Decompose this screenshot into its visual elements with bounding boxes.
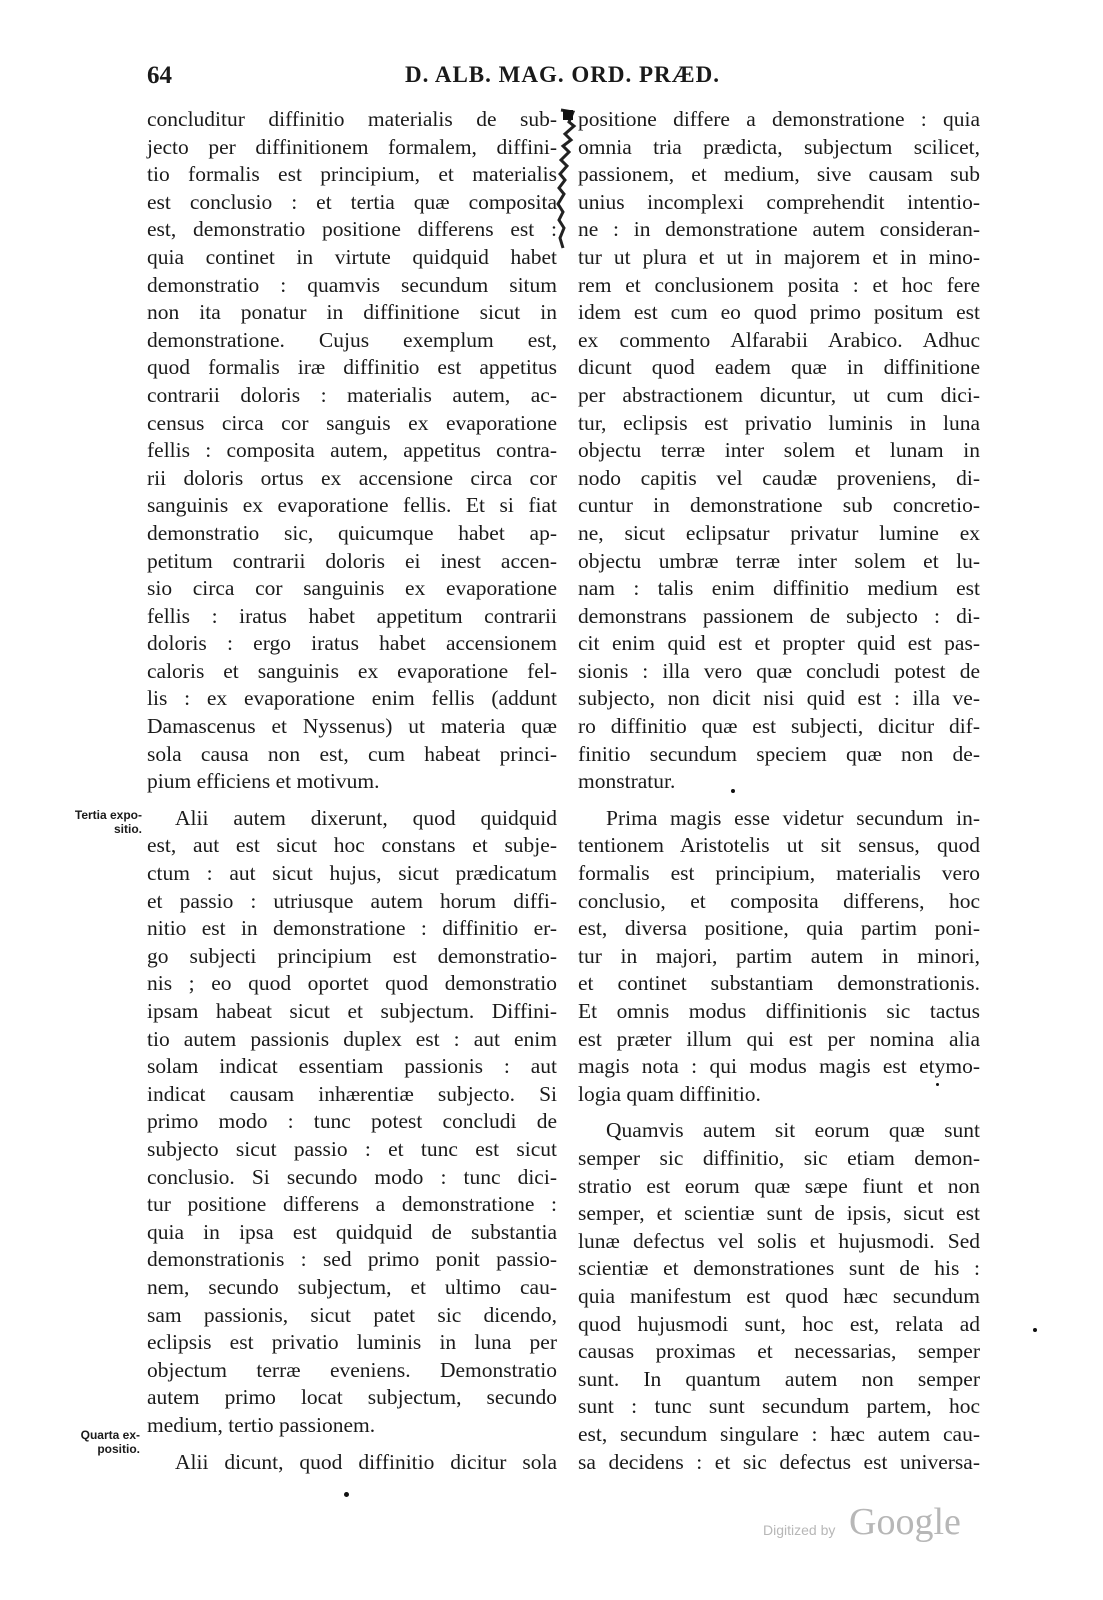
text-line: semper, et scientiæ sunt de ipsis, sicut est <box>578 1201 980 1226</box>
text-line: pium efficiens et motivum. <box>147 769 380 794</box>
paragraph-gap <box>147 796 557 805</box>
text-line: sanguinis ex evaporatione fellis. Et si fiat <box>147 493 557 518</box>
text-line: scientiæ et demonstrationes sunt de his : <box>578 1256 980 1281</box>
text-line: ex commento Alfarabii Arabico. Adhuc <box>578 327 980 352</box>
print-speck <box>936 1083 939 1086</box>
print-speck <box>1033 1328 1037 1332</box>
text-line: demonstratio sic, quicumque habet ap- <box>147 520 557 545</box>
text-line: sunt. In quantum autem non semper <box>578 1366 980 1391</box>
page-number: 64 <box>147 62 172 89</box>
running-title: D. ALB. MAG. ORD. PRÆD. <box>405 62 720 87</box>
text-line: concluditur diffinitio materialis de sub- <box>147 107 557 131</box>
text-line: rem et conclusionem posita : et hoc fere <box>578 272 980 297</box>
text-line: sa decidens : et sic defectus est universa- <box>578 1449 980 1474</box>
text-line: monstratur. <box>578 769 676 794</box>
ink-blot-gutter <box>555 108 577 258</box>
text-line: tur, eclipsis est privatio luminis in luna <box>578 410 980 435</box>
text-line: unius incomplexi comprehendit intentio- <box>578 189 980 214</box>
text-line: quia continet in virtute quidquid habet <box>147 244 557 269</box>
text-line: quia manifestum est quod hæc secundum <box>578 1283 980 1308</box>
text-line: objectum terræ eveniens. Demonstratio <box>147 1357 557 1382</box>
text-line: est, aut est sicut hoc constans et subje- <box>147 833 557 858</box>
text-line: medium, tertio passionem. <box>147 1412 376 1437</box>
text-line: sio circa cor sanguinis ex evaporatione <box>147 576 557 601</box>
text-line: petitum contrarii doloris ei inest accen- <box>147 548 557 573</box>
text-line: jecto per diffinitionem formalem, diffini- <box>147 134 557 159</box>
text-line: tio autem passionis duplex est : aut enim <box>147 1026 557 1051</box>
running-header <box>0 62 1103 92</box>
right-text-column <box>578 106 980 1476</box>
text-line: tur positione differens a demonstratione : <box>147 1192 557 1217</box>
margin-note-line: Tertia expo- <box>74 808 142 822</box>
text-line: nodo capitis vel caudæ proveniens, di- <box>578 465 980 490</box>
text-line: quia in ipsa est quidquid de substantia <box>147 1219 557 1244</box>
text-line: quod formalis iræ diffinitio est appetitus <box>147 355 557 380</box>
paragraph-gap <box>578 1108 980 1117</box>
text-line: est præter illum qui est per nomina alia <box>578 1026 980 1051</box>
digitized-watermark <box>763 1500 983 1550</box>
text-line: idem est cum eo quod primo positum est <box>578 300 980 325</box>
text-line: Et omnis modus diffinitionis sic tactus <box>578 999 980 1023</box>
text-line: non ita ponatur in diffinitione sicut in <box>147 300 557 325</box>
text-line: go subjecti principium est demonstratio- <box>147 943 557 968</box>
text-line: nem, secundo subjectum, et ultimo cau- <box>147 1274 557 1299</box>
margin-note-quarta <box>50 1428 140 1456</box>
text-line: nis ; eo quod oportet quod demonstratio <box>147 971 557 996</box>
text-line: ipsam habeat sicut et subjectum. Diffini- <box>147 999 557 1023</box>
text-line: Alii autem dixerunt, quod quidquid <box>175 805 557 830</box>
text-line: lis : ex evaporatione enim fellis (addunt <box>147 686 557 711</box>
text-line: doloris : ergo iratus habet accensionem <box>147 631 557 656</box>
text-line: Prima magis esse videtur secundum in- <box>606 805 980 830</box>
text-line: dicunt quod eadem quæ in diffinitione <box>578 355 980 380</box>
text-line: Alii dicunt, quod diffinitio dicitur sola <box>175 1449 557 1474</box>
text-line: nam : talis enim diffinitio medium est <box>578 576 980 601</box>
text-line: objectu umbræ terræ inter solem et lu- <box>578 548 980 573</box>
margin-note-tertia <box>52 808 142 836</box>
text-line: et continet substantiam demonstrationis. <box>578 971 980 996</box>
left-text-column <box>147 106 557 1476</box>
text-line: eclipsis est privatio luminis in luna per <box>147 1330 557 1355</box>
paragraph-gap <box>578 796 980 805</box>
text-line: semper sic diffinitio, sic etiam demon- <box>578 1145 980 1170</box>
text-line: passionem, et medium, sive causam sub <box>578 162 980 187</box>
google-logo: Google <box>849 1501 961 1543</box>
print-speck <box>731 789 735 793</box>
text-line: conclusio, et composita differens, hoc <box>578 888 980 913</box>
text-line: Quamvis autem sit eorum quæ sunt <box>606 1118 980 1143</box>
text-line: demonstratio : quamvis secundum situm <box>147 272 557 297</box>
margin-note-line: positio. <box>97 1442 140 1456</box>
text-line: tur in majori, partim autem in minori, <box>578 943 980 968</box>
text-line: census circa cor sanguis ex evaporatione <box>147 410 557 435</box>
text-line: contrarii doloris : materialis autem, ac- <box>147 382 557 407</box>
text-line: indicat causam inhærentiæ subjecto. Si <box>147 1081 557 1106</box>
text-line: ctum : aut sicut hujus, sicut prædicatum <box>147 861 557 886</box>
text-line: rii doloris ortus ex accensione circa cor <box>147 465 557 490</box>
print-speck <box>344 1492 349 1497</box>
margin-note-line: sitio. <box>113 822 142 836</box>
margin-note-line: Quarta ex- <box>80 1428 140 1442</box>
text-line: demonstratione. Cujus exemplum est, <box>147 327 557 352</box>
text-line: Damascenus et Nyssenus) ut materia quæ <box>147 714 557 739</box>
text-line: cit enim quid est et propter quid est pas- <box>578 631 980 656</box>
text-line: ro diffinitio quæ est subjecti, dicitur dif- <box>578 714 980 739</box>
text-line: magis nota : qui modus magis est etymo- <box>578 1054 980 1079</box>
text-line: causas proximas et necessarias, semper <box>578 1339 980 1364</box>
text-line: quod hujusmodi sunt, hoc est, relata ad <box>578 1311 980 1336</box>
digitized-by-text: Digitized by <box>763 1522 836 1538</box>
text-line: demonstrans passionem de subjecto : di- <box>578 603 980 628</box>
text-line: nitio est in demonstratione : diffinitio er- <box>147 916 557 941</box>
text-line: est, secundum singulare : hæc autem cau- <box>578 1421 980 1446</box>
text-line: subjecto sicut passio : et tunc est sicut <box>147 1136 557 1161</box>
text-line: solam indicat essentiam passionis : aut <box>147 1054 557 1079</box>
text-line: omnia tria prædicta, subjectum scilicet, <box>578 134 980 159</box>
text-line: ne, sicut eclipsatur privatur lumine ex <box>578 520 980 545</box>
text-line: est, diversa positione, quia partim poni- <box>578 916 980 941</box>
text-line: logia quam diffinitio. <box>578 1081 761 1106</box>
text-line: objectu terræ inter solem et lunam in <box>578 438 980 463</box>
text-line: est, demonstratio positione differens est : <box>147 217 557 242</box>
text-line: formalis est principium, materialis vero <box>578 861 980 886</box>
text-line: subjecto, non dicit nisi quid est : illa ve- <box>578 686 980 711</box>
text-line: stratio est eorum quæ sæpe fiunt et non <box>578 1173 980 1198</box>
text-line: tur ut plura et ut in majorem et in mino- <box>578 244 980 269</box>
text-line: sam passionis, sicut patet sic dicendo, <box>147 1302 557 1327</box>
text-line: fellis : composita autem, appetitus contra- <box>147 438 557 463</box>
text-line: cuntur in demonstratione sub concretio- <box>578 493 980 518</box>
text-line: fellis : iratus habet appetitum contrarii <box>147 603 557 628</box>
text-line: est conclusio : et tertia quæ composita <box>147 189 557 214</box>
text-line: tentionem Aristotelis ut sit sensus, quod <box>578 833 980 858</box>
text-line: per abstractionem dicuntur, ut cum dici- <box>578 382 980 407</box>
text-line: positione differe a demonstratione : quia <box>578 107 980 131</box>
text-line: et passio : utriusque autem horum diffi- <box>147 888 557 913</box>
text-line: tio formalis est principium, et materialis <box>147 162 557 187</box>
paragraph-gap <box>147 1440 557 1449</box>
text-line: lunæ defectus vel solis et hujusmodi. Sed <box>578 1228 980 1253</box>
text-line: autem primo locat subjectum, secundo <box>147 1385 557 1410</box>
text-line: sionis : illa vero quæ concludi potest de <box>578 658 980 683</box>
text-line: primo modo : tunc potest concludi de <box>147 1109 557 1134</box>
text-line: finitio secundum speciem quæ non de- <box>578 741 980 766</box>
text-line: conclusio. Si secundo modo : tunc dici- <box>147 1164 557 1189</box>
text-line: caloris et sanguinis ex evaporatione fel- <box>147 658 557 683</box>
text-line: ne : in demonstratione autem consideran- <box>578 217 980 242</box>
text-line: sunt : tunc sunt secundum partem, hoc <box>578 1394 980 1419</box>
text-line: sola causa non est, cum habeat princi- <box>147 741 557 766</box>
text-line: demonstrationis : sed primo ponit passio- <box>147 1247 557 1272</box>
